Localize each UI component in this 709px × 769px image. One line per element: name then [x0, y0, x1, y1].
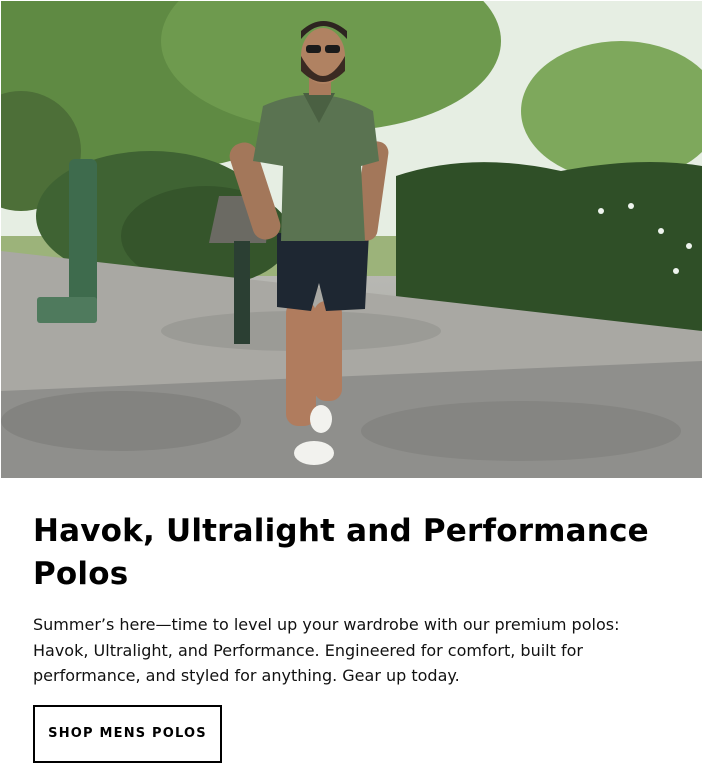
hero-image	[1, 1, 702, 478]
man-in-green-polo-photo	[1, 1, 702, 478]
article-content	[0, 478, 709, 763]
shop-mens-polos-button[interactable]: SHOP MENS POLOS	[33, 705, 222, 763]
article-title: Havok, Ultralight and Performance Polos	[33, 513, 649, 592]
article-description: Summer’s here—time to level up your wardrobe with our premium polos: Havok, Ultralight, and Performance. Engineered for comfort, built for performance, and styled for anything. Gear up today.	[33, 615, 620, 685]
